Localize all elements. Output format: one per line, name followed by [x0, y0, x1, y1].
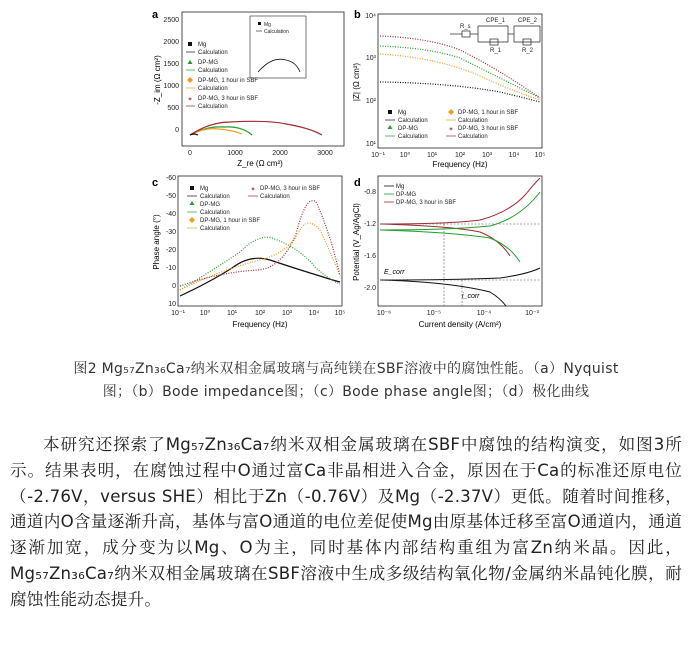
y-tick: 0: [172, 283, 176, 290]
legend-marker: [190, 186, 194, 190]
legend-item: Calculation: [458, 134, 488, 140]
panel-d-polarization: [350, 172, 550, 338]
legend-item: DP-MG, 3 hour in SBF: [458, 126, 519, 132]
x-tick: 10⁴: [508, 152, 520, 159]
body-text: [10, 432, 682, 613]
y-tick: 0: [175, 127, 179, 134]
x-tick: 1000: [227, 150, 243, 157]
y-tick: 500: [167, 105, 179, 112]
y-tick: -40: [165, 211, 176, 218]
legend-item: DP-MG: [200, 202, 220, 208]
legend-item: Calculation: [398, 134, 428, 140]
panel-letter: d: [354, 177, 361, 189]
legend-marker: [187, 77, 193, 83]
legend-item: Calculation: [198, 86, 228, 92]
series-dpmg-curve: [380, 46, 540, 98]
series-dpmg-1h-curve: [190, 129, 242, 135]
panel-letter: c: [152, 177, 159, 189]
legend-item: Mg: [200, 186, 209, 192]
circuit-label: R_1: [490, 48, 502, 54]
legend-marker: [190, 201, 195, 205]
y-axis-label: Phase angle (°): [152, 214, 161, 270]
x-tick: 10³: [281, 310, 293, 317]
legend-item: DP-MG, 3 hour in SBF: [396, 200, 457, 206]
series-dpmg-1h-curve: [180, 223, 340, 290]
x-tick: 3000: [317, 150, 333, 157]
panel-letter: a: [152, 9, 159, 21]
x-tick: 10⁰: [199, 310, 211, 317]
y-tick: -60: [165, 175, 176, 182]
legend-item: Calculation: [458, 118, 488, 124]
inset-legend-item: Calculation: [264, 29, 289, 35]
y-tick: -1.6: [363, 253, 376, 260]
ecorr-label: E_corr: [384, 269, 405, 276]
series-dpmg-curve: [180, 237, 340, 290]
body-paragraph: 本研究还探索了Mg₅₇Zn₃₆Ca₇纳米双相金属玻璃在SBF中腐蚀的结构演变，如图3所示。结果表明，在腐蚀过程中O通过富Ca非晶相进入合金，原因在于Ca的标准还原电位（-2.76V，versus SHE）相比于Zn（-0.76V）及Mg（-2.37V）更低。随着时间推移，通道内O含量逐渐升高，基体与富O通道的电位差促使Mg由原基体迁移至富O通道内，通道逐渐加宽，成分变为以Mg、O为主，同时基体内部结构重组为富Zn纳米晶。因此，Mg₅₇Zn₃₆Ca₇纳米双相金属玻璃在SBF溶液中生成多级结构氧化物/金属纳米晶钝化膜，耐腐蚀性能动态提升。: [10, 435, 682, 609]
legend-marker: ✶: [250, 187, 256, 193]
figure-caption: [10, 358, 682, 404]
y-tick: -10: [165, 265, 176, 272]
legend-item: Calculation: [260, 194, 290, 200]
series-mg-curve: [380, 82, 540, 102]
legend-item: Calculation: [398, 118, 428, 124]
caption-line-1: 图2 Mg₅₇Zn₃₆Ca₇纳米双相金属玻璃与高纯镁在SBF溶液中的腐蚀性能。（a）Nyquist: [73, 361, 619, 377]
y-tick: 10²: [365, 98, 376, 105]
x-tick: 10⁻³: [525, 310, 539, 317]
legend-marker: [188, 42, 192, 46]
circuit-label: R_2: [522, 48, 534, 54]
y-tick: -0.8: [363, 189, 376, 196]
y-tick: 10⁴: [365, 13, 376, 20]
x-tick: 10²: [454, 152, 466, 159]
x-axis-label: Frequency (Hz): [432, 160, 488, 169]
legend-marker: [188, 60, 193, 64]
legend-item: DP-MG, 3 hour in SBF: [260, 186, 321, 192]
x-tick: 10⁵: [534, 152, 546, 159]
y-tick: 1000: [163, 83, 179, 90]
legend-item: DP-MG, 3 hour in SBF: [198, 96, 259, 102]
legend-item: Calculation: [200, 210, 230, 216]
legend-item: DP-MG: [398, 126, 418, 132]
y-axis-label: |Z| (Ω cm²): [352, 62, 361, 102]
legend-item: DP-MG: [396, 192, 416, 198]
x-tick: 10⁴: [308, 310, 320, 317]
series-mg-curve: [190, 134, 198, 135]
panel-a-nyquist: [150, 6, 350, 172]
y-tick: 10: [168, 301, 176, 308]
x-tick: 10³: [481, 152, 493, 159]
x-tick: 10²: [254, 310, 266, 317]
x-tick: 10¹: [426, 152, 438, 159]
legend-item: Mg: [398, 110, 407, 116]
y-tick: -30: [165, 229, 176, 236]
y-tick: -50: [165, 193, 176, 200]
series-mg-cathodic: [380, 280, 506, 306]
legend-marker: [388, 110, 392, 114]
x-tick: 10⁰: [399, 152, 411, 159]
panel-b-bode-impedance: [350, 6, 550, 172]
x-tick: 10⁵: [334, 310, 346, 317]
legend-item: Mg: [396, 184, 405, 190]
x-tick: 10⁻⁵: [426, 310, 442, 317]
x-axis-label: Frequency (Hz): [232, 320, 288, 329]
legend-marker: [258, 22, 261, 25]
circuit-label: CPE_1: [486, 18, 506, 24]
inset-legend-item: Mg: [264, 22, 271, 28]
legend-item: Mg: [198, 42, 207, 48]
legend-item: DP-MG: [198, 60, 218, 66]
x-tick: 10⁻¹: [371, 152, 385, 159]
series-mg-curve: [180, 258, 340, 296]
inset-plot: [250, 16, 306, 78]
legend-item: DP-MG, 1 hour in SBF: [200, 218, 261, 224]
y-tick: 1500: [163, 61, 179, 68]
legend-marker: ✶: [187, 97, 193, 103]
legend-marker: [388, 125, 393, 129]
x-tick: 2000: [272, 150, 288, 157]
legend-item: Calculation: [200, 194, 230, 200]
caption-line-2: 图；（b）Bode impedance图；（c）Bode phase angle图；（d）极化曲线: [102, 384, 590, 400]
y-axis-label: -Z_im (Ω cm²): [153, 55, 162, 105]
legend-item: Calculation: [200, 226, 230, 232]
legend-item: Calculation: [198, 50, 228, 56]
y-axis-label: Potential (V_Ag/AgCl): [352, 203, 361, 281]
legend-item: Calculation: [198, 104, 228, 110]
y-tick: -2.0: [363, 285, 376, 292]
legend-item: DP-MG, 1 hour in SBF: [458, 110, 519, 116]
legend-marker: [448, 109, 454, 115]
y-tick: 2000: [163, 39, 179, 46]
legend-marker: [189, 217, 195, 223]
legend-item: DP-MG, 1 hour in SBF: [198, 78, 259, 84]
panel-letter: b: [354, 9, 361, 21]
y-tick: 2500: [163, 17, 179, 24]
panel-c-bode-phase: [150, 172, 350, 338]
x-tick: 0: [188, 150, 192, 157]
series-dpmg-3h-curve: [380, 36, 540, 98]
y-tick: -20: [165, 247, 176, 254]
x-tick: 10⁻⁴: [476, 310, 492, 317]
icorr-label: i_corr: [462, 293, 480, 300]
x-tick: 10⁻¹: [171, 310, 185, 317]
series-dpmg-1h-curve: [380, 54, 540, 100]
circuit-label: CPE_2: [518, 18, 538, 24]
x-tick: 10⁻⁶: [376, 310, 392, 317]
x-axis-label: Z_re (Ω cm²): [237, 159, 283, 168]
legend-item: Calculation: [198, 68, 228, 74]
x-tick: 10¹: [226, 310, 238, 317]
legend-marker: ✶: [448, 127, 454, 133]
circuit-label: R_s: [460, 24, 471, 30]
y-tick: -1.2: [363, 221, 376, 228]
y-tick: 10³: [365, 55, 376, 62]
x-axis-label: Current density (A/cm²): [418, 320, 502, 329]
series-dpmg-cathodic: [380, 230, 520, 262]
y-tick: 10¹: [365, 141, 376, 148]
figure-2: [150, 6, 550, 338]
